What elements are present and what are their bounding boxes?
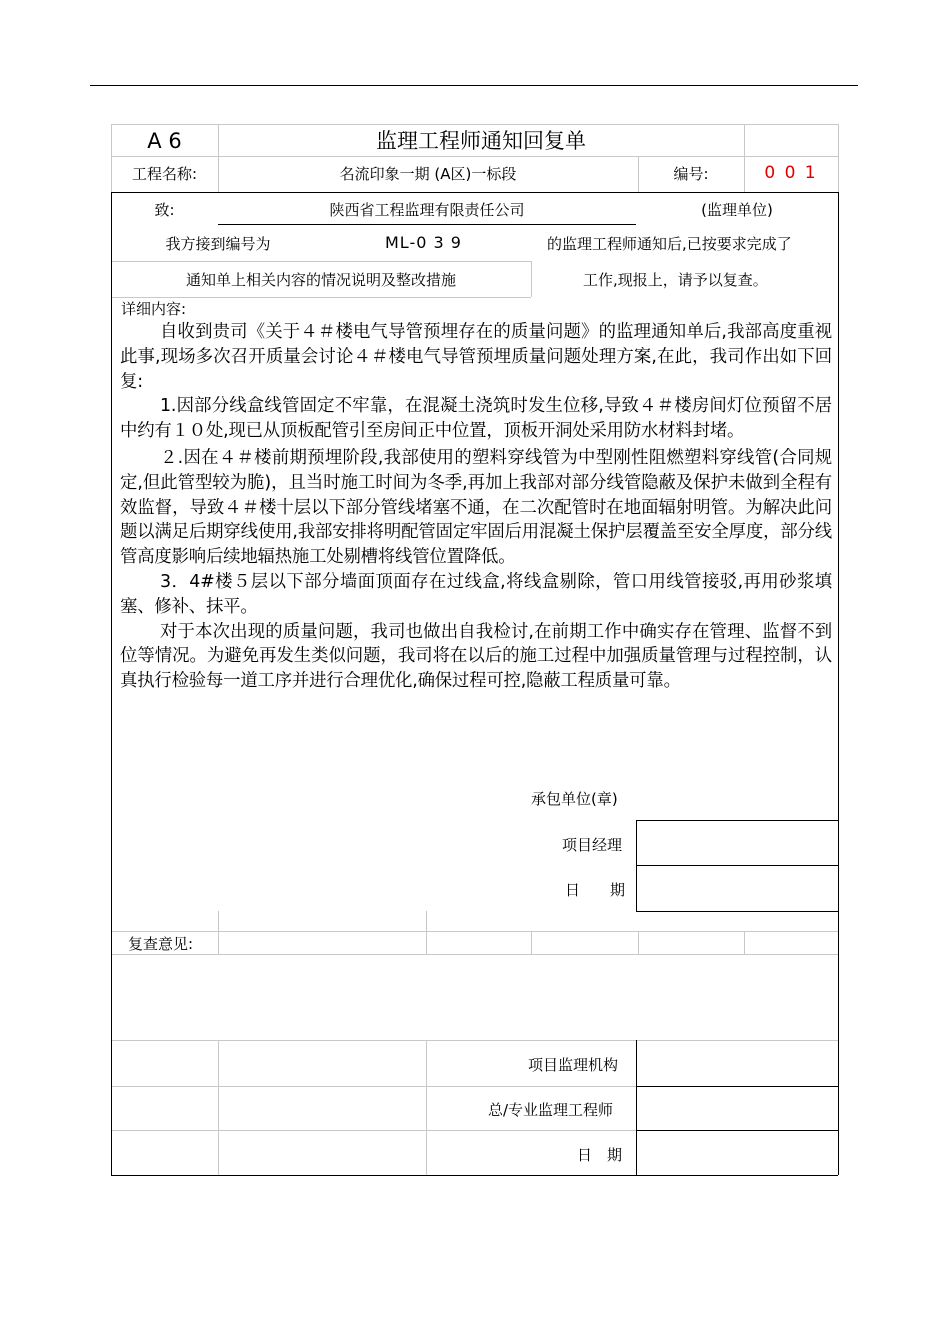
review-label: 复查意见:	[128, 935, 194, 953]
form-title: 监理工程师通知回复单	[376, 129, 586, 153]
project-manager-label: 项目经理	[562, 836, 623, 854]
details-paragraph: 自收到贵司《关于４＃楼电气导管预埋存在的质量问题》的监理通知单后,我部高度重视此事,现场多次召开质量会讨论４＃楼电气导管预埋质量问题处理方案,在此，我司作出如下回复:	[120, 322, 832, 392]
details-body	[120, 320, 832, 694]
notice-number: ML-0 3 9	[385, 233, 462, 252]
details-label: 详细内容:	[121, 300, 187, 318]
supervision-org-label: 项目监理机构	[528, 1056, 619, 1074]
details-paragraph: ２.因在４＃楼前期预埋阶段,我部使用的塑料穿线管为中型刚性阻燃塑料穿线管(合同规定,但此管型较为脆)，且当时施工时间为冬季,再加上我部对部分线管隐蔽及保护未做到全程有效监督，导致４＃楼十层以下部分管线堵塞不通，在二次配管时在地面辐射明管。为解决此问题以满足后期穿线使用,我部安排将明配管固定牢固后用混凝土保护层覆盖至安全厚度，部分线管高度影响后续地辐热施工处剔槽将线管位置降低。	[120, 447, 832, 568]
supervision-date-label: 日 期	[577, 1146, 623, 1164]
details-paragraph: 对于本次出现的质量问题，我司也做出自我检讨,在前期工作中确实存在管理、监督不到位等情况。为避免再发生类似问题，我司将在以后的施工过程中加强质量管理与过程控制，认真执行检验每一道工序并进行合理优化,确保过程可控,隐蔽工程质量可靠。	[120, 621, 832, 692]
to-unit-value: 陕西省工程监理有限责任公司	[329, 201, 525, 219]
supervision-engineer-label: 总/专业监理工程师	[488, 1101, 614, 1119]
number-value: 0 0 1	[764, 163, 818, 183]
notice-content-label: 通知单上相关内容的情况说明及整改措施	[185, 271, 456, 289]
page-top-rule	[90, 85, 858, 86]
to-unit-suffix: (监理单位)	[701, 201, 773, 219]
number-label: 编号:	[673, 165, 709, 183]
received-prefix: 我方接到编号为	[165, 235, 271, 253]
project-name-label: 工程名称:	[131, 165, 198, 183]
project-name-value: 名流印象一期 (A区)一标段	[339, 165, 517, 183]
to-label: 致:	[154, 201, 175, 219]
details-paragraph: 1.因部分线盒线管固定不牢靠，在混凝土浇筑时发生位移,导致４＃楼房间灯位预留不居中约有１０处,现已从顶板配管引至房间正中位置，顶板开洞处采用防水材料封堵。	[120, 396, 832, 442]
contractor-date-label: 日 期	[565, 881, 626, 899]
submit-statement: 工作,现报上，请予以复查。	[583, 271, 768, 289]
received-suffix: 的监理工程师通知后,已按要求完成了	[547, 235, 792, 253]
contractor-seal-label: 承包单位(章)	[531, 790, 618, 808]
details-paragraph: 3．4#楼５层以下部分墙面顶面存在过线盒,将线盒剔除，管口用线管接驳,再用砂浆填塞、修补、抹平。	[120, 571, 832, 617]
form-code: A 6	[147, 129, 182, 153]
